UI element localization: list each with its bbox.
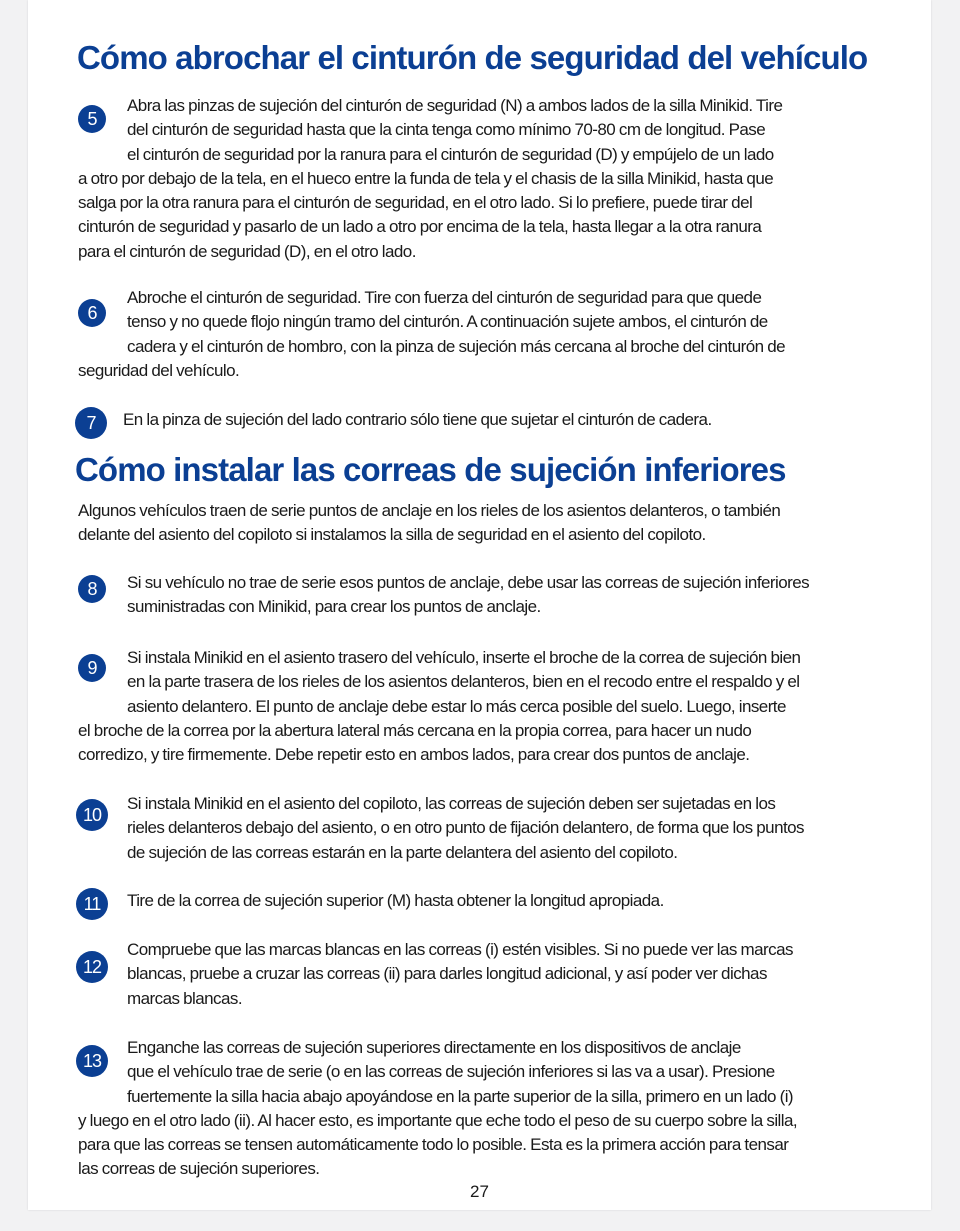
text-line: salga por la otra ranura para el cinturón de seguridad, en el otro lado. Si lo prefiere, puede tirar del <box>78 193 753 213</box>
text-line: asiento delantero. El punto de anclaje debe estar lo más cerca posible del suelo. Luego, inserte <box>127 696 786 716</box>
text-line: Tire de la correa de sujeción superior (M) hasta obtener la longitud apropiada. <box>127 891 664 910</box>
text-line: suministradas con Minikid, para crear los puntos de anclaje. <box>127 597 541 617</box>
text-line: En la pinza de sujeción del lado contrario sólo tiene que sujetar el cinturón de cadera. <box>123 410 712 429</box>
step-number-badge: 11 <box>76 888 108 920</box>
text-line: a otro por debajo de la tela, en el hueco entre la funda de tela y el chasis de la silla Minikid, hasta que <box>78 168 774 188</box>
step-text <box>78 571 904 620</box>
section-heading-lower-straps: Cómo instalar las correas de sujeción inferiores <box>75 451 786 488</box>
step-number-badge: 8 <box>78 575 106 603</box>
text-line: las correas de sujeción superiores. <box>78 1159 320 1179</box>
manual-page <box>28 0 931 1210</box>
section-heading-buckle-belt: Cómo abrochar el cinturón de seguridad del vehículo <box>77 39 868 76</box>
text-line: Si instala Minikid en el asiento trasero del vehículo, inserte el broche de la correa de sujeción bien <box>127 648 801 667</box>
step-text <box>78 889 904 913</box>
text-line: que el vehículo trae de serie (o en las correas de sujeción inferiores si las va a usar). Presione <box>127 1062 775 1082</box>
text-line: de sujeción de las correas estarán en la parte delantera del asiento del copiloto. <box>127 842 678 862</box>
text-line: y luego en el otro lado (ii). Al hacer esto, es importante que eche todo el peso de su cuerpo sobre la silla, <box>78 1110 798 1130</box>
text-line: cadera y el cinturón de hombro, con la pinza de sujeción más cercana al broche del cinturón de <box>127 336 786 356</box>
text-line: cinturón de seguridad y pasarlo de un lado a otro por encima de la tela, hasta llegar a la otra ranura <box>78 217 762 237</box>
step-text <box>78 646 904 767</box>
text-line: Abra las pinzas de sujeción del cinturón de seguridad (N) a ambos lados de la silla Minikid. Tire <box>127 96 783 115</box>
text-line: delante del asiento del copiloto si instalamos la silla de seguridad en el asiento del copiloto. <box>78 525 706 545</box>
step-number-badge: 10 <box>76 799 108 831</box>
step-text <box>78 792 904 865</box>
text-line: Enganche las correas de sujeción superiores directamente en los dispositivos de anclaje <box>127 1038 741 1057</box>
text-line: el broche de la correa por la abertura lateral más cercana en la propia correa, para hacer un nudo <box>78 720 752 740</box>
text-line: Si instala Minikid en el asiento del copiloto, las correas de sujeción deben ser sujetadas en los <box>127 794 776 813</box>
step-number-badge: 5 <box>78 105 106 133</box>
step-number-badge: 6 <box>78 299 106 327</box>
text-line: blancas, pruebe a cruzar las correas (ii) para darles longitud adicional, y así poder ver dichas <box>127 964 767 984</box>
text-line: Algunos vehículos traen de serie puntos de anclaje en los rieles de los asientos delanteros, o también <box>78 501 781 520</box>
text-line: Abroche el cinturón de seguridad. Tire con fuerza del cinturón de seguridad para que quede <box>127 288 762 307</box>
step-text <box>78 938 904 1011</box>
section-intro <box>78 499 904 548</box>
text-line: seguridad del vehículo. <box>78 360 240 380</box>
step-text <box>78 408 904 432</box>
step-text <box>78 1036 904 1182</box>
text-line: marcas blancas. <box>127 988 243 1008</box>
text-line: del cinturón de seguridad hasta que la cinta tenga como mínimo 70-80 cm de longitud. Pase <box>127 120 766 140</box>
text-line: rieles delanteros debajo del asiento, o en otro punto de fijación delantero, de forma que los puntos <box>127 818 804 838</box>
step-number-badge: 12 <box>76 951 108 983</box>
text-line: Compruebe que las marcas blancas en las correas (i) estén visibles. Si no puede ver las marcas <box>127 940 793 959</box>
step-text <box>78 286 904 383</box>
step-text <box>78 94 904 264</box>
text-line: tenso y no quede flojo ningún tramo del cinturón. A continuación sujete ambos, el cinturón de <box>127 312 768 332</box>
page-number: 27 <box>470 1182 489 1201</box>
text-line: el cinturón de seguridad por la ranura para el cinturón de seguridad (D) y empújelo de un lado <box>127 144 774 164</box>
text-line: en la parte trasera de los rieles de los asientos delanteros, bien en el recodo entre el respaldo y el <box>127 672 800 692</box>
step-number-badge: 13 <box>76 1045 108 1077</box>
text-line: para el cinturón de seguridad (D), en el otro lado. <box>78 241 416 261</box>
text-line: fuertemente la silla hacia abajo apoyándose en la parte superior de la silla, primero en un lado (i) <box>127 1086 794 1106</box>
text-line: corredizo, y tire firmemente. Debe repetir esto en ambos lados, para crear dos puntos de anclaje. <box>78 745 750 765</box>
step-number-badge: 9 <box>78 654 106 682</box>
text-line: Si su vehículo no trae de serie esos puntos de anclaje, debe usar las correas de sujeción inferiores <box>127 573 810 592</box>
text-line: para que las correas se tensen automáticamente todo lo posible. Esta es la primera acción para tensar <box>78 1135 789 1155</box>
step-number-badge: 7 <box>75 407 107 439</box>
